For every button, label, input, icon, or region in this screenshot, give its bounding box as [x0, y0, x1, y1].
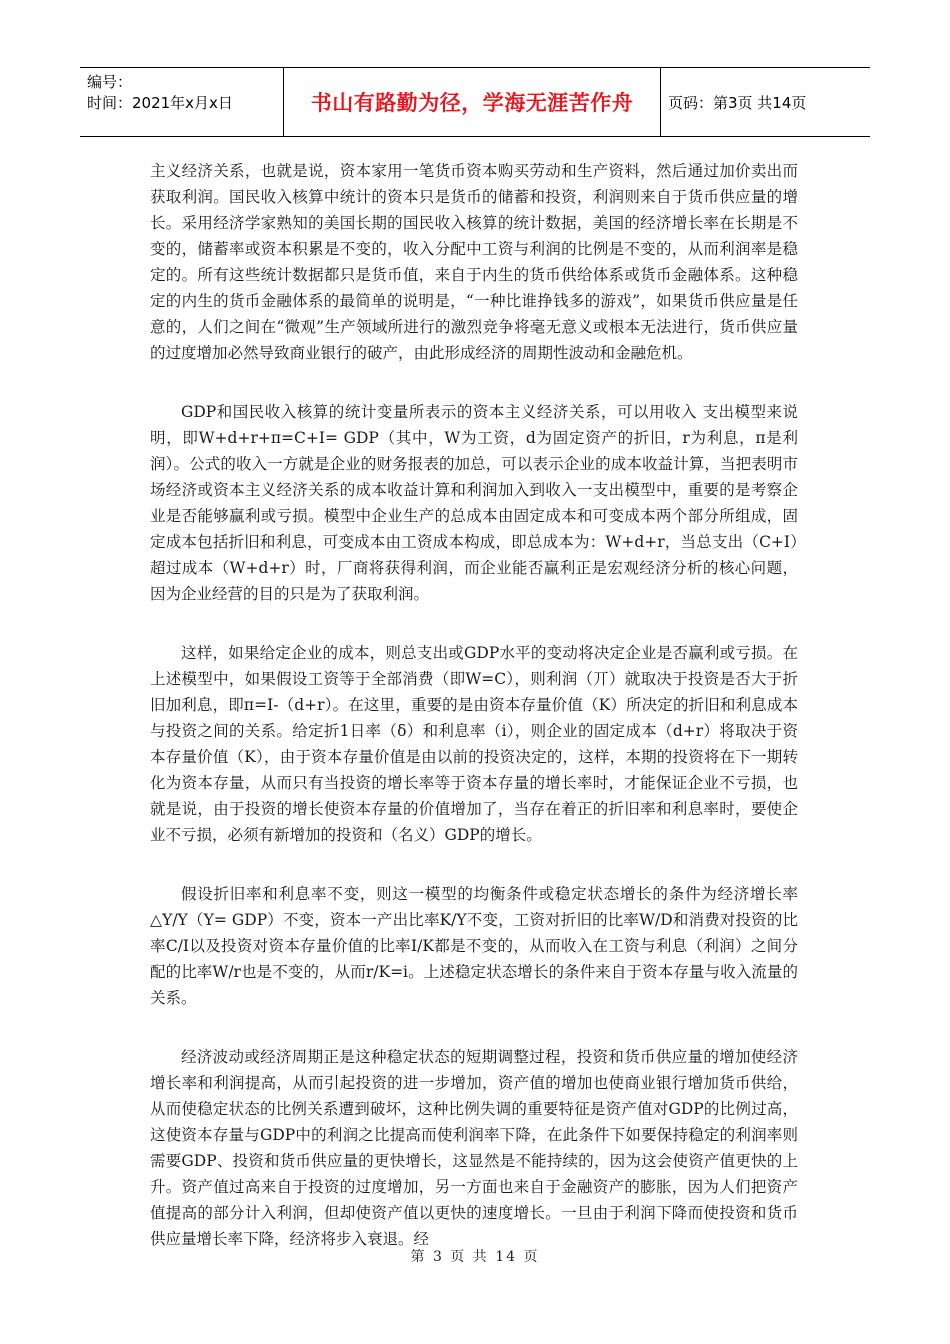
body-paragraph: 经济波动或经济周期正是这种稳定状态的短期调整过程，投资和货币供应量的增加使经济增长率和利润提高，从而引起投资的进一步增加，资产值的增加也使商业银行增加货币供给，从而使稳定状态的比例关系遭到破坏，这种比例失调的重要特征是资产值对GDP的比例过高，这使资本存量与GDP中的利润之比提高而使利润率下降，在此条件下如要保持稳定的利润率则需要GDP、投资和货币供应量的更快增长，这显然是不能持续的，因为这会使资产值更快的上升。资产值过高来自于投资的过度增加，另一方面也来自于金融资产的膨胀，因为人们把资产值提高的部分计入利润，但却使资产值以更快的速度增长。一旦由于利润下降而使投资和货币供应量增长率下降，经济将步入衰退。经 [150, 1048, 798, 1248]
body-paragraph: 这样，如果给定企业的成本，则总支出或GDP水平的变动将决定企业是否赢利或亏损。在上述模型中，如果假设工资等于全部消费（即W=C），则利润（丌）就取决于投资是否大于折旧加利息，即π=I-（d+r）。在这里，重要的是由资本存量价值（K）所决定的折旧和利息成本与投资之间的关系。给定折1日率（δ）和利息率（i），则企业的固定成本（d+r）将取决于资本存量价值（K），由于资本存量价值是由以前的投资决定的，这样，本期的投资将在下一期转化为资本存量，从而只有当投资的增长率等于资本存量的增长率时，才能保证企业不亏损，也就是说，由于投资的增长使资本存量的价值增加了，当存在着正的折旧率和利息率时，要使企业不亏损，必须有新增加的投资和（名义）GDP的增长。 [150, 644, 798, 844]
header-motto: 书山有路勤为径，学海无涯苦作舟 [284, 68, 661, 136]
header-meta-cell [80, 68, 284, 136]
body-paragraph: 假设折旧率和利息率不变，则这一模型的均衡条件或稳定状态增长的条件为经济增长率△Y/Y（Y= GDP）不变，资本一产出比率K/Y不变，工资对折旧的比率W/D和消费对投资的比率C/I以及投资对资本存量价值的比率I/K都是不变的，从而收入在工资与利息（利润）之间分配的比率W/r也是不变的，从而r/K=i。上述稳定状态增长的条件来自于资本存量与收入流量的关系。 [150, 885, 798, 1007]
header-page-info: 页码：第3页 共14页 [668, 93, 807, 112]
document-date-label: 时间：2021年x月x日 [87, 94, 233, 112]
document-header [80, 67, 870, 137]
body-paragraph: 主义经济关系，也就是说，资本家用一笔货币资本购买劳动和生产资料，然后通过加价卖出而获取利润。国民收入核算中统计的资本只是货币的储蓄和投资，利润则来自于货币供应量的增长。采用经济学家熟知的美国长期的国民收入核算的统计数据，美国的经济增长率在长期是不变的，储蓄率或资本积累是不变的，收入分配中工资与利润的比例是不变的，从而利润率是稳定的。所有这些统计数据都只是货币值，来自于内生的货币供给体系或货币金融体系。这种稳定的内生的货币金融体系的最简单的说明是，“一种比谁挣钱多的游戏”，如果货币供应量是任意的，人们之间在“微观”生产领域所进行的激烈竞争将毫无意义或根本无法进行，货币供应量的过度增加必然导致商业银行的破产，由此形成经济的周期性波动和金融危机。 [150, 162, 798, 362]
document-number-label: 编号： [87, 73, 133, 91]
page-footer: 第 3 页 共 14 页 [410, 1249, 540, 1265]
body-paragraph: GDP和国民收入核算的统计变量所表示的资本主义经济关系，可以用收入 支出模型来说明，即W+d+r+π=C+I= GDP（其中，W为工资，d为固定资产的折旧，r为利息，π是利润）。公式的收入一方就是企业的财务报表的加总，可以表示企业的成本收益计算，当把表明市场经济或资本主义经济关系的成本收益计算和利润加入到收入一支出模型中，重要的是考察企业是否能够赢利或亏损。模型中企业生产的总成本由固定成本和可变成本两个部分所组成，固定成本包括折旧和利息，可变成本由工资成本构成，即总成本为：W+d+r，当总支出（C+I）超过成本（W+d+r）时，厂商将获得利润，而企业能否赢利正是宏观经济分析的核心问题，因为企业经营的目的只是为了获取利润。 [150, 403, 798, 603]
document-body [150, 158, 798, 1285]
